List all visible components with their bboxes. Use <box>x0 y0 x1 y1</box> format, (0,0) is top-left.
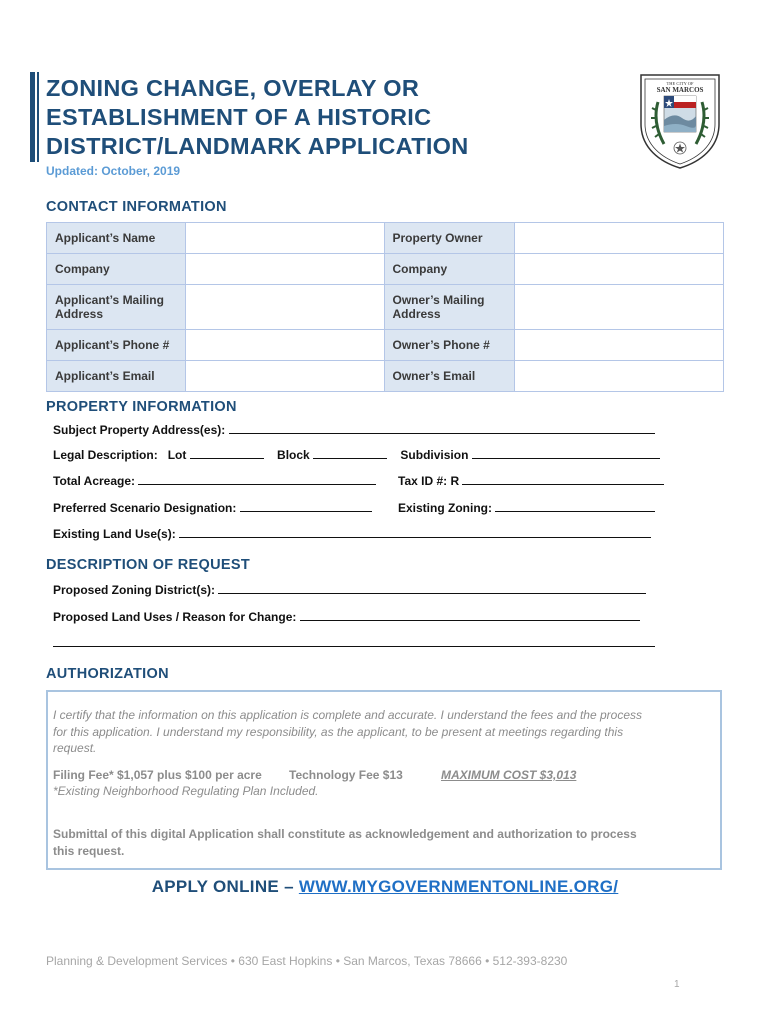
footer-contact: Planning & Development Services • 630 East Hopkins • San Marcos, Texas 78666 • 512-393-8230 <box>46 954 568 968</box>
submittal-line: Submittal of this digital Application shall constitute as acknowledgement and authorization to process <box>53 827 637 841</box>
applicant-mailing-address-field[interactable] <box>185 285 384 330</box>
subject-address-label: Subject Property Address(es): <box>53 423 226 437</box>
seal-text-main: SAN MARCOS <box>656 86 704 94</box>
table-row <box>47 361 724 392</box>
contact-table <box>46 222 724 392</box>
acreage-row <box>53 472 376 488</box>
preferred-scenario-row <box>53 499 372 515</box>
property-heading: PROPERTY INFORMATION <box>46 399 237 415</box>
maximum-cost: MAXIMUM COST $3,013 <box>441 768 577 782</box>
updated-date: Updated: October, 2019 <box>46 164 181 178</box>
legal-description-label: Legal Description: <box>53 448 158 462</box>
applicant-company-field[interactable] <box>185 254 384 285</box>
table-row <box>47 285 724 330</box>
owner-email-label: Owner’s Email <box>384 361 515 392</box>
existing-zoning-field[interactable] <box>495 499 655 512</box>
proposed-land-uses-row <box>53 608 640 624</box>
page-number: 1 <box>674 979 680 990</box>
owner-company-field[interactable] <box>515 254 724 285</box>
apply-online-link[interactable]: WWW.MYGOVERNMENTONLINE.ORG/ <box>298 877 619 896</box>
submittal-line: this request. <box>53 843 125 858</box>
proposed-land-uses-continued-row <box>53 634 655 650</box>
applicant-phone-label: Applicant’s Phone # <box>47 330 186 361</box>
proposed-zoning-field[interactable] <box>218 581 646 594</box>
existing-zoning-row <box>398 499 655 515</box>
title-accent-bar-thin <box>37 72 39 162</box>
preferred-scenario-label: Preferred Scenario Designation: <box>53 501 237 515</box>
applicant-mailing-address-label: Applicant’s Mailing Address <box>47 285 186 330</box>
title-line: ZONING CHANGE, OVERLAY OR <box>46 75 420 101</box>
proposed-land-uses-field-continued[interactable] <box>53 634 655 647</box>
request-heading: DESCRIPTION OF REQUEST <box>46 557 250 573</box>
applicant-phone-field[interactable] <box>185 330 384 361</box>
owner-phone-label: Owner’s Phone # <box>384 330 515 361</box>
certify-line: for this application. I understand my responsibility, as the applicant, to be present at meetings regarding this <box>53 724 624 739</box>
lot-label: Lot <box>167 448 187 462</box>
existing-zoning-label: Existing Zoning: <box>398 501 492 515</box>
applicant-name-field[interactable] <box>185 223 384 254</box>
tax-id-field[interactable] <box>462 472 664 485</box>
block-field[interactable] <box>313 446 387 459</box>
submittal-text <box>53 826 637 859</box>
table-row <box>47 330 724 361</box>
subject-address-row <box>53 421 655 437</box>
block-label: Block <box>277 448 310 462</box>
proposed-land-uses-field[interactable] <box>300 608 640 621</box>
applicant-company-label: Company <box>47 254 186 285</box>
filing-fee: Filing Fee* $1,057 plus $100 per acre <box>53 768 262 782</box>
owner-email-field[interactable] <box>515 361 724 392</box>
title-line: DISTRICT/LANDMARK APPLICATION <box>46 133 469 159</box>
city-seal-logo <box>638 72 722 170</box>
total-acreage-label: Total Acreage: <box>53 474 136 488</box>
title-accent-bar <box>30 72 35 162</box>
page-title <box>46 74 606 161</box>
contact-heading: CONTACT INFORMATION <box>46 199 227 215</box>
table-row <box>47 254 724 285</box>
certify-line: request. <box>53 741 97 755</box>
tax-id-label: Tax ID #: R <box>398 474 460 488</box>
proposed-zoning-row <box>53 581 646 597</box>
table-row <box>47 223 724 254</box>
apply-online <box>0 877 770 897</box>
property-owner-label: Property Owner <box>384 223 515 254</box>
preferred-scenario-field[interactable] <box>240 499 372 512</box>
certify-line: I certify that the information on this application is complete and accurate. I understand the fees and the process <box>53 708 643 722</box>
neighborhood-note: *Existing Neighborhood Regulating Plan Included. <box>53 784 319 798</box>
existing-land-use-row <box>53 525 651 541</box>
owner-mailing-address-field[interactable] <box>515 285 724 330</box>
subject-address-field[interactable] <box>229 421 655 434</box>
owner-mailing-address-label: Owner’s Mailing Address <box>384 285 515 330</box>
applicant-name-label: Applicant’s Name <box>47 223 186 254</box>
tax-id-row <box>398 472 664 488</box>
authorization-heading: AUTHORIZATION <box>46 666 169 682</box>
legal-description-row <box>53 446 660 462</box>
total-acreage-field[interactable] <box>138 472 376 485</box>
certify-text <box>53 707 642 757</box>
existing-land-use-field[interactable] <box>179 525 651 538</box>
applicant-email-label: Applicant’s Email <box>47 361 186 392</box>
technology-fee: Technology Fee $13 <box>289 768 403 782</box>
owner-company-label: Company <box>384 254 515 285</box>
proposed-zoning-label: Proposed Zoning District(s): <box>53 583 215 597</box>
proposed-land-uses-label: Proposed Land Uses / Reason for Change: <box>53 610 297 624</box>
owner-phone-field[interactable] <box>515 330 724 361</box>
subdivision-field[interactable] <box>472 446 660 459</box>
property-owner-field[interactable] <box>515 223 724 254</box>
subdivision-label: Subdivision <box>400 448 469 462</box>
existing-land-use-label: Existing Land Use(s): <box>53 527 176 541</box>
seal-text-top: THE CITY OF <box>666 81 694 86</box>
title-line: ESTABLISHMENT OF A HISTORIC <box>46 104 432 130</box>
lot-field[interactable] <box>190 446 264 459</box>
applicant-email-field[interactable] <box>185 361 384 392</box>
apply-online-prefix: APPLY ONLINE – <box>151 877 299 896</box>
